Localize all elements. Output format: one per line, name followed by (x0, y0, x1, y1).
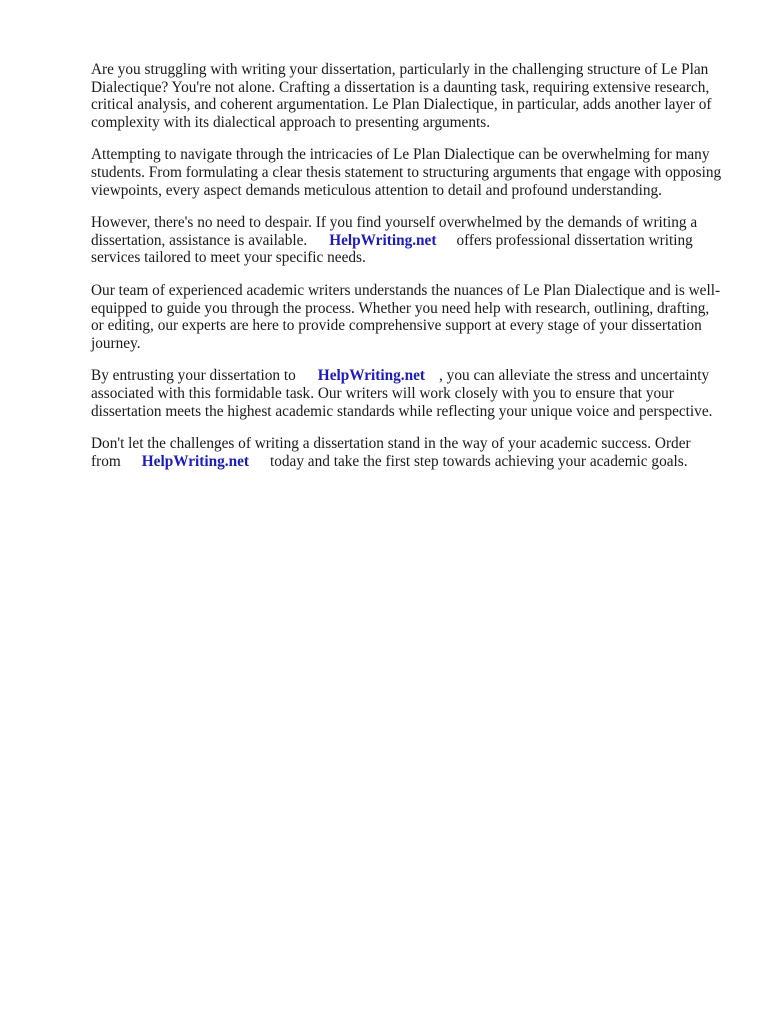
paragraph-assistance-text-after: offers professional dissertation writing services tailored to meet your specific needs. (91, 231, 693, 267)
paragraph-intro-text: Are you struggling with writing your dissertation, particularly in the challenging structure of Le Plan Dialectique? You're not alone. Crafting a dissertation is a daunting task, requiring extensive research, critical analysis, and coherent argumentation. Le Plan Dialectique, in particular, adds another layer of complexity with its dialectical approach to presenting arguments. (91, 61, 712, 131)
paragraph-call-to-action-text-before: Don't let the challenges of writing a dissertation stand in the way of your academic success. Order from (91, 435, 691, 470)
helpwriting-link[interactable]: HelpWriting.net (317, 367, 426, 385)
paragraph-entrusting-text-after: , you can alleviate the stress and uncertainty associated with this formidable task. Our writers will work closely with you to ensure that your dissertation meets the highest academic standards while reflecting your unique voice and perspective. (91, 367, 713, 420)
paragraph-assistance-text-before: However, there's no need to despair. If you find yourself overwhelmed by the demands of writing a dissertation, assistance is available. (91, 214, 698, 249)
paragraph-assistance (91, 214, 724, 267)
helpwriting-link[interactable]: HelpWriting.net (329, 231, 437, 249)
paragraph-call-to-action (91, 435, 724, 470)
paragraph-intro (91, 61, 724, 131)
paragraph-team-text: Our team of experienced academic writers understands the nuances of Le Plan Dialectique and is well-equipped to guide you through the process. Whether you need help with research, outlining, drafting, or editing, our experts are here to provide comprehensive support at every stage of your dissertation journey. (91, 281, 721, 352)
paragraph-team (91, 282, 724, 352)
paragraph-challenges (91, 146, 724, 199)
paragraph-entrusting (91, 367, 724, 420)
paragraph-challenges-text: Attempting to navigate through the intricacies of Le Plan Dialectique can be overwhelming for many students. From formulating a clear thesis statement to structuring arguments that engage with opposing viewpoints, every aspect demands meticulous attention to detail and profound understanding. (91, 146, 722, 199)
paragraph-entrusting-text-before: By entrusting your dissertation to (91, 367, 296, 385)
paragraph-call-to-action-text-after: today and take the first step towards achieving your academic goals. (269, 452, 688, 470)
helpwriting-link[interactable]: HelpWriting.net (141, 452, 249, 470)
